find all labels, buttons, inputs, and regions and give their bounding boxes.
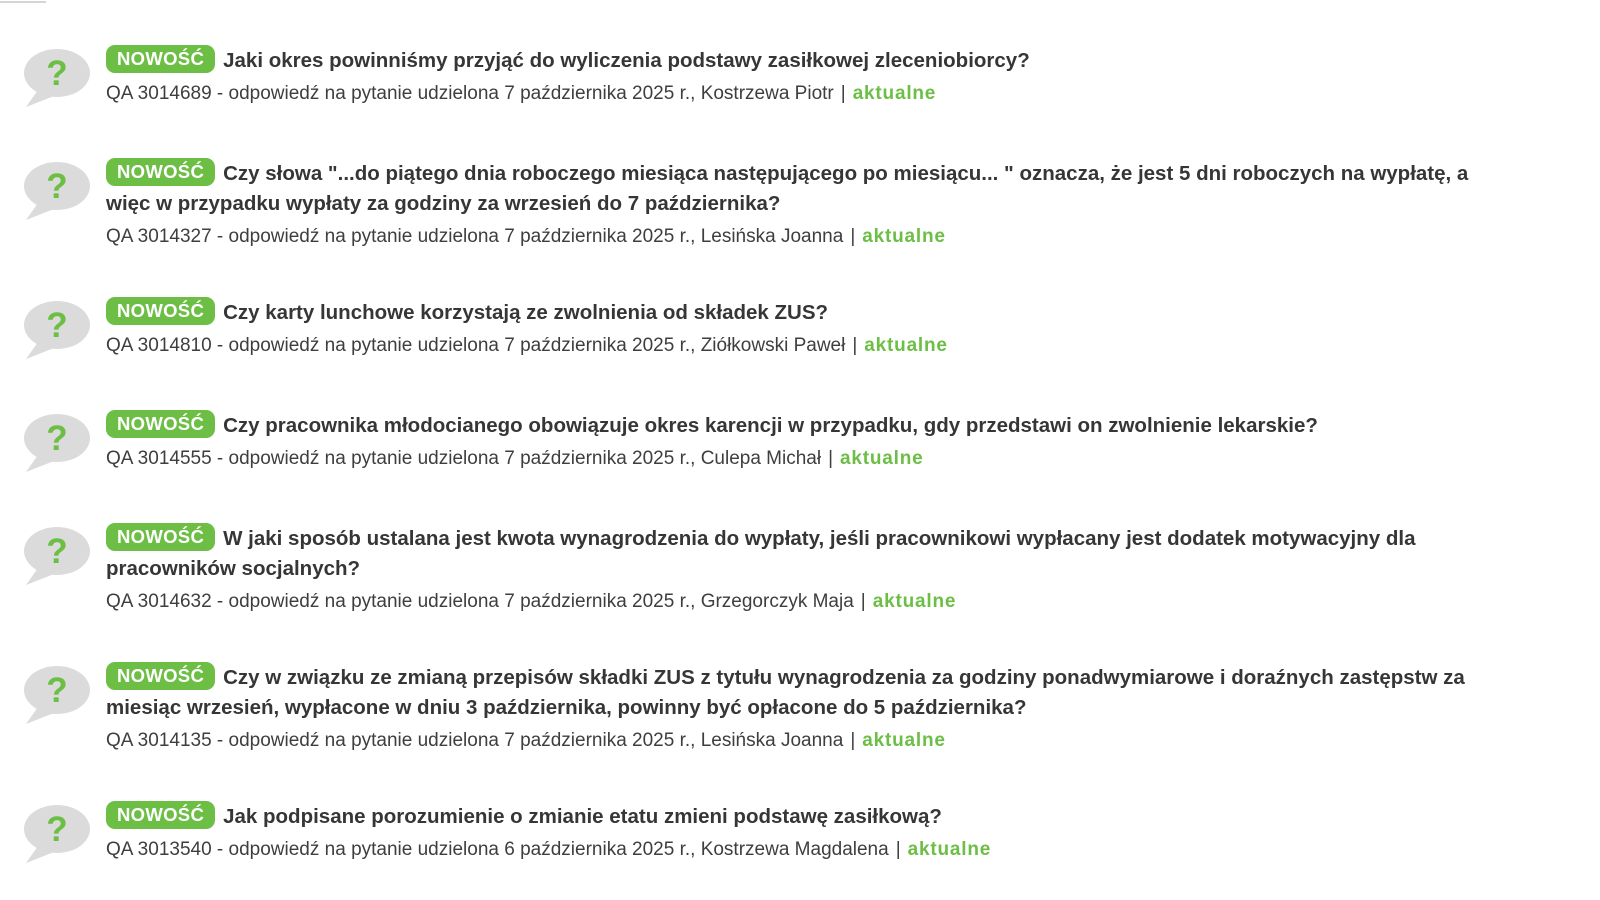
new-badge: NOWOŚĆ — [106, 523, 215, 551]
qa-meta-text: QA 3014810 - odpowiedź na pytanie udzielona 7 października 2025 r., Ziółkowski Paweł — [106, 335, 846, 356]
question-title-line — [106, 410, 1508, 441]
qa-meta-line — [106, 226, 1508, 248]
new-badge: NOWOŚĆ — [106, 297, 215, 325]
qa-meta-line — [106, 839, 1508, 861]
question-title-line — [106, 158, 1508, 219]
qa-list-item — [0, 662, 1600, 752]
question-title-link[interactable]: Czy pracownika młodocianego obowiązuje okres karencji w przypadku, gdy przedstawi on zwolnienie lekarskie? — [223, 414, 1318, 437]
status-separator: | — [850, 730, 856, 751]
question-title-link[interactable]: W jaki sposób ustalana jest kwota wynagrodzenia do wypłaty, jeśli pracownikowi wypłacany jest dodatek motywacyjny dla pracowników socjalnych? — [106, 527, 1416, 580]
status-badge: aktualne — [862, 226, 946, 247]
qa-item-content — [106, 410, 1508, 470]
status-badge: aktualne — [862, 730, 946, 751]
qa-item-content — [106, 523, 1508, 613]
page-edge-divider — [0, 1, 46, 3]
status-badge: aktualne — [852, 83, 937, 104]
status-badge: aktualne — [872, 591, 957, 612]
qa-meta-line — [106, 335, 1508, 357]
question-mark-glyph: ? — [46, 810, 68, 849]
question-bubble-icon — [0, 523, 106, 587]
qa-list-item — [0, 297, 1600, 361]
question-bubble-icon — [0, 801, 106, 865]
status-badge: aktualne — [907, 839, 992, 860]
qa-item-content — [106, 662, 1508, 752]
question-bubble-icon — [0, 297, 106, 361]
question-mark-glyph: ? — [46, 306, 68, 345]
qa-meta-line — [106, 83, 1508, 105]
question-bubble-icon — [0, 45, 106, 109]
status-separator: | — [850, 226, 856, 247]
qa-item-content — [106, 45, 1508, 105]
qa-meta-line — [106, 448, 1508, 470]
question-mark-glyph: ? — [46, 671, 68, 710]
status-separator: | — [860, 591, 866, 612]
question-title-link[interactable]: Czy słowa "...do piątego dnia roboczego miesiąca następującego po miesiącu... " oznacza, że jest 5 dni roboczych na wypłatę, a więc w przypadku wypłaty za godziny za wrzesień do 7 października? — [106, 162, 1469, 215]
qa-list-item — [0, 45, 1600, 109]
qa-list-item — [0, 410, 1600, 474]
status-separator: | — [840, 83, 846, 104]
qa-item-content — [106, 158, 1508, 248]
question-mark-glyph: ? — [46, 54, 68, 93]
question-title-link[interactable]: Czy karty lunchowe korzystają ze zwolnienia od składek ZUS? — [223, 301, 829, 324]
qa-meta-text: QA 3013540 - odpowiedź na pytanie udzielona 6 października 2025 r., Kostrzewa Magdalena — [106, 839, 889, 860]
new-badge: NOWOŚĆ — [106, 410, 215, 438]
qa-meta-text: QA 3014135 - odpowiedź na pytanie udzielona 7 października 2025 r., Lesińska Joanna — [106, 730, 844, 751]
question-bubble-icon — [0, 410, 106, 474]
qa-list-item — [0, 158, 1600, 248]
qa-item-content — [106, 297, 1508, 357]
new-badge: NOWOŚĆ — [106, 801, 215, 829]
question-title-link[interactable]: Czy w związku ze zmianą przepisów składki ZUS z tytułu wynagrodzenia za godziny ponadwymiarowe i doraźnych zastępstw za miesiąc wrzesień, wypłacone w dniu 3 października, powinny być opłacone do 5 października? — [106, 666, 1465, 719]
question-title-line — [106, 297, 1508, 328]
qa-list-item — [0, 801, 1600, 865]
qa-meta-line — [106, 591, 1508, 613]
status-badge: aktualne — [864, 335, 948, 356]
question-mark-glyph: ? — [46, 419, 68, 458]
question-bubble-icon — [0, 158, 106, 222]
qa-meta-text: QA 3014689 - odpowiedź na pytanie udzielona 7 października 2025 r., Kostrzewa Piotr — [106, 83, 834, 104]
qa-meta-text: QA 3014632 - odpowiedź na pytanie udzielona 7 października 2025 r., Grzegorczyk Maja — [106, 591, 854, 612]
question-mark-glyph: ? — [46, 167, 68, 206]
question-title-line — [106, 523, 1508, 584]
question-mark-glyph: ? — [46, 532, 68, 571]
question-bubble-icon — [0, 662, 106, 726]
status-separator: | — [895, 839, 901, 860]
qa-list-item — [0, 523, 1600, 613]
question-title-line — [106, 662, 1508, 723]
question-title-link[interactable]: Jaki okres powinniśmy przyjąć do wyliczenia podstawy zasiłkowej zleceniobiorcy? — [223, 49, 1030, 72]
new-badge: NOWOŚĆ — [106, 45, 215, 73]
status-badge: aktualne — [840, 448, 924, 469]
question-title-line — [106, 801, 1508, 832]
new-badge: NOWOŚĆ — [106, 158, 215, 186]
qa-meta-text: QA 3014327 - odpowiedź na pytanie udzielona 7 października 2025 r., Lesińska Joanna — [106, 226, 844, 247]
question-title-link[interactable]: Jak podpisane porozumienie o zmianie etatu zmieni podstawę zasiłkową? — [223, 805, 942, 828]
qa-meta-text: QA 3014555 - odpowiedź na pytanie udzielona 7 października 2025 r., Culepa Michał — [106, 448, 822, 469]
status-separator: | — [852, 335, 858, 356]
question-title-line — [106, 45, 1508, 76]
qa-item-content — [106, 801, 1508, 861]
status-separator: | — [828, 448, 834, 469]
qa-meta-line — [106, 730, 1508, 752]
new-badge: NOWOŚĆ — [106, 662, 215, 690]
